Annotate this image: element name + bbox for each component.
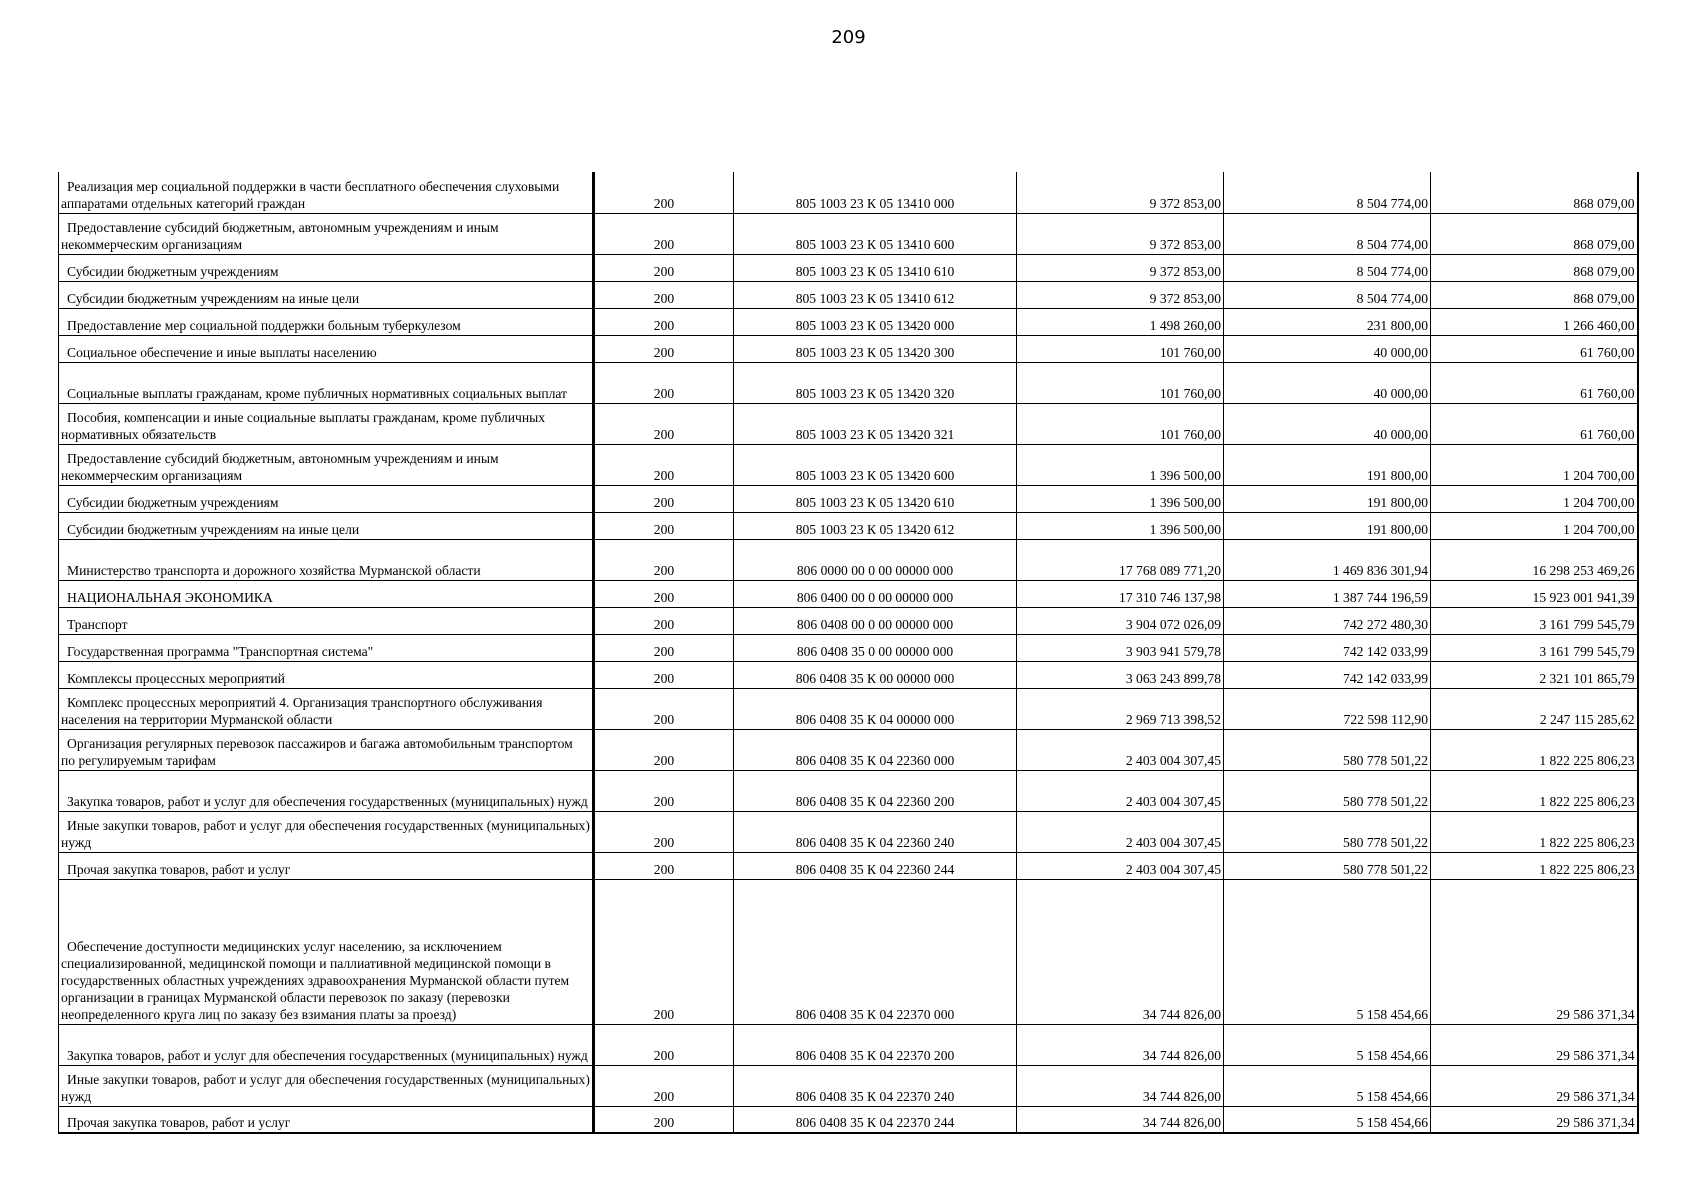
row-value3-cell: 868 079,00 xyxy=(1431,281,1638,308)
row-kbk-cell: 805 1003 23 К 05 13420 610 xyxy=(734,485,1017,512)
row-name-cell: Министерство транспорта и дорожного хозяйства Мурманской области xyxy=(59,539,594,580)
row-value1-cell: 9 372 853,00 xyxy=(1017,254,1224,281)
row-code-cell: 200 xyxy=(594,1106,734,1133)
row-kbk-cell: 806 0408 35 К 04 22360 000 xyxy=(734,729,1017,770)
row-value3-cell: 3 161 799 545,79 xyxy=(1431,634,1638,661)
row-value1-cell: 1 396 500,00 xyxy=(1017,444,1224,485)
row-value1-cell: 17 310 746 137,98 xyxy=(1017,580,1224,607)
row-value2-cell: 5 158 454,66 xyxy=(1224,1024,1431,1065)
table-row xyxy=(59,634,1638,661)
row-value3-cell: 1 266 460,00 xyxy=(1431,308,1638,335)
row-value2-cell: 191 800,00 xyxy=(1224,512,1431,539)
row-value2-cell: 5 158 454,66 xyxy=(1224,1065,1431,1106)
row-kbk-cell: 806 0408 35 К 04 22360 240 xyxy=(734,811,1017,852)
row-value1-cell: 2 969 713 398,52 xyxy=(1017,688,1224,729)
row-value2-cell: 40 000,00 xyxy=(1224,335,1431,362)
row-value2-cell: 722 598 112,90 xyxy=(1224,688,1431,729)
row-value1-cell: 2 403 004 307,45 xyxy=(1017,852,1224,879)
row-code-cell: 200 xyxy=(594,879,734,1024)
table-row xyxy=(59,335,1638,362)
row-name-cell: Субсидии бюджетным учреждениям xyxy=(59,485,594,512)
row-value2-cell: 8 504 774,00 xyxy=(1224,254,1431,281)
row-name-cell: Иные закупки товаров, работ и услуг для обеспечения государственных (муниципальных) нужд xyxy=(59,1065,594,1106)
row-value1-cell: 3 903 941 579,78 xyxy=(1017,634,1224,661)
row-value1-cell: 34 744 826,00 xyxy=(1017,1106,1224,1133)
row-value2-cell: 191 800,00 xyxy=(1224,444,1431,485)
row-kbk-cell: 806 0408 35 К 04 22370 240 xyxy=(734,1065,1017,1106)
row-value1-cell: 9 372 853,00 xyxy=(1017,281,1224,308)
row-value3-cell: 29 586 371,34 xyxy=(1431,1065,1638,1106)
row-value1-cell: 101 760,00 xyxy=(1017,403,1224,444)
row-name-cell: Субсидии бюджетным учреждениям на иные цели xyxy=(59,512,594,539)
row-code-cell: 200 xyxy=(594,254,734,281)
row-value2-cell: 8 504 774,00 xyxy=(1224,172,1431,213)
row-name-cell: Пособия, компенсации и иные социальные выплаты гражданам, кроме публичных нормативных обязательств xyxy=(59,403,594,444)
row-kbk-cell: 806 0408 35 К 04 22370 200 xyxy=(734,1024,1017,1065)
table-row xyxy=(59,661,1638,688)
row-value2-cell: 1 387 744 196,59 xyxy=(1224,580,1431,607)
row-value1-cell: 9 372 853,00 xyxy=(1017,213,1224,254)
row-value3-cell: 29 586 371,34 xyxy=(1431,1106,1638,1133)
table-row xyxy=(59,580,1638,607)
row-name-cell: НАЦИОНАЛЬНАЯ ЭКОНОМИКА xyxy=(59,580,594,607)
row-value1-cell: 34 744 826,00 xyxy=(1017,1024,1224,1065)
row-value2-cell: 5 158 454,66 xyxy=(1224,879,1431,1024)
row-value2-cell: 8 504 774,00 xyxy=(1224,281,1431,308)
row-value2-cell: 40 000,00 xyxy=(1224,362,1431,403)
row-value2-cell: 580 778 501,22 xyxy=(1224,811,1431,852)
row-value1-cell: 2 403 004 307,45 xyxy=(1017,811,1224,852)
table-row xyxy=(59,607,1638,634)
row-kbk-cell: 805 1003 23 К 05 13420 600 xyxy=(734,444,1017,485)
row-code-cell: 200 xyxy=(594,811,734,852)
table-row xyxy=(59,403,1638,444)
table-row xyxy=(59,539,1638,580)
row-name-cell: Предоставление субсидий бюджетным, автономным учреждениям и иным некоммерческим организациям xyxy=(59,213,594,254)
row-kbk-cell: 806 0408 35 К 00 00000 000 xyxy=(734,661,1017,688)
row-code-cell: 200 xyxy=(594,512,734,539)
row-kbk-cell: 806 0408 35 К 04 22360 200 xyxy=(734,770,1017,811)
table-row xyxy=(59,213,1638,254)
table-row xyxy=(59,770,1638,811)
table-row xyxy=(59,485,1638,512)
row-kbk-cell: 806 0400 00 0 00 00000 000 xyxy=(734,580,1017,607)
row-value3-cell: 1 204 700,00 xyxy=(1431,444,1638,485)
row-value3-cell: 2 247 115 285,62 xyxy=(1431,688,1638,729)
page-number: 209 xyxy=(831,27,866,48)
row-value3-cell: 61 760,00 xyxy=(1431,362,1638,403)
row-value3-cell: 868 079,00 xyxy=(1431,172,1638,213)
table-row xyxy=(59,362,1638,403)
row-kbk-cell: 805 1003 23 К 05 13410 610 xyxy=(734,254,1017,281)
table-row xyxy=(59,852,1638,879)
table-row xyxy=(59,172,1638,213)
row-code-cell: 200 xyxy=(594,1065,734,1106)
row-code-cell: 200 xyxy=(594,403,734,444)
row-code-cell: 200 xyxy=(594,444,734,485)
table-row xyxy=(59,729,1638,770)
row-name-cell: Прочая закупка товаров, работ и услуг xyxy=(59,852,594,879)
row-value2-cell: 580 778 501,22 xyxy=(1224,852,1431,879)
row-value1-cell: 3 904 072 026,09 xyxy=(1017,607,1224,634)
budget-table-body xyxy=(59,172,1638,1133)
row-name-cell: Обеспечение доступности медицинских услуг населению, за исключением специализированной, медицинской помощи и паллиативной медицинской помощи в государственных областных учреждениях здравоохранения Мурманской области путем организации в границах Мурманской области перевозок по заказу (перевозки неопределенного круга лиц по заказу без взимания платы за проезд) xyxy=(59,879,594,1024)
row-name-cell: Реализация мер социальной поддержки в части бесплатного обеспечения слуховыми аппаратами отдельных категорий граждан xyxy=(59,172,594,213)
row-code-cell: 200 xyxy=(594,634,734,661)
row-kbk-cell: 806 0408 35 0 00 00000 000 xyxy=(734,634,1017,661)
row-name-cell: Субсидии бюджетным учреждениям xyxy=(59,254,594,281)
row-code-cell: 200 xyxy=(594,485,734,512)
row-code-cell: 200 xyxy=(594,729,734,770)
row-value3-cell: 3 161 799 545,79 xyxy=(1431,607,1638,634)
budget-table xyxy=(58,172,1639,1134)
row-code-cell: 200 xyxy=(594,607,734,634)
row-value3-cell: 61 760,00 xyxy=(1431,403,1638,444)
table-row xyxy=(59,1024,1638,1065)
row-code-cell: 200 xyxy=(594,688,734,729)
row-value3-cell: 61 760,00 xyxy=(1431,335,1638,362)
row-value1-cell: 9 372 853,00 xyxy=(1017,172,1224,213)
table-row xyxy=(59,444,1638,485)
row-code-cell: 200 xyxy=(594,362,734,403)
row-value2-cell: 191 800,00 xyxy=(1224,485,1431,512)
row-kbk-cell: 806 0000 00 0 00 00000 000 xyxy=(734,539,1017,580)
row-value1-cell: 34 744 826,00 xyxy=(1017,879,1224,1024)
table-row xyxy=(59,308,1638,335)
row-code-cell: 200 xyxy=(594,852,734,879)
row-value3-cell: 1 822 225 806,23 xyxy=(1431,770,1638,811)
row-name-cell: Закупка товаров, работ и услуг для обеспечения государственных (муниципальных) нужд xyxy=(59,770,594,811)
row-value3-cell: 1 204 700,00 xyxy=(1431,485,1638,512)
row-value3-cell: 15 923 001 941,39 xyxy=(1431,580,1638,607)
row-kbk-cell: 806 0408 35 К 04 22370 244 xyxy=(734,1106,1017,1133)
row-value1-cell: 2 403 004 307,45 xyxy=(1017,729,1224,770)
row-name-cell: Комплекс процессных мероприятий 4. Организация транспортного обслуживания населения на территории Мурманской области xyxy=(59,688,594,729)
row-name-cell: Социальные выплаты гражданам, кроме публичных нормативных социальных выплат xyxy=(59,362,594,403)
row-name-cell: Закупка товаров, работ и услуг для обеспечения государственных (муниципальных) нужд xyxy=(59,1024,594,1065)
table-row xyxy=(59,512,1638,539)
row-kbk-cell: 805 1003 23 К 05 13410 000 xyxy=(734,172,1017,213)
row-value1-cell: 101 760,00 xyxy=(1017,362,1224,403)
row-value1-cell: 1 396 500,00 xyxy=(1017,512,1224,539)
row-name-cell: Транспорт xyxy=(59,607,594,634)
row-code-cell: 200 xyxy=(594,539,734,580)
row-name-cell: Организация регулярных перевозок пассажиров и багажа автомобильным транспортом по регулируемым тарифам xyxy=(59,729,594,770)
row-kbk-cell: 805 1003 23 К 05 13420 300 xyxy=(734,335,1017,362)
row-name-cell: Предоставление субсидий бюджетным, автономным учреждениям и иным некоммерческим организациям xyxy=(59,444,594,485)
row-name-cell: Субсидии бюджетным учреждениям на иные цели xyxy=(59,281,594,308)
table-row xyxy=(59,281,1638,308)
row-value1-cell: 3 063 243 899,78 xyxy=(1017,661,1224,688)
row-name-cell: Государственная программа "Транспортная система" xyxy=(59,634,594,661)
row-name-cell: Комплексы процессных мероприятий xyxy=(59,661,594,688)
row-code-cell: 200 xyxy=(594,213,734,254)
row-value2-cell: 5 158 454,66 xyxy=(1224,1106,1431,1133)
row-value1-cell: 34 744 826,00 xyxy=(1017,1065,1224,1106)
row-code-cell: 200 xyxy=(594,308,734,335)
row-name-cell: Социальное обеспечение и иные выплаты населению xyxy=(59,335,594,362)
row-value3-cell: 1 822 225 806,23 xyxy=(1431,729,1638,770)
row-name-cell: Прочая закупка товаров, работ и услуг xyxy=(59,1106,594,1133)
row-value3-cell: 2 321 101 865,79 xyxy=(1431,661,1638,688)
row-code-cell: 200 xyxy=(594,172,734,213)
row-kbk-cell: 805 1003 23 К 05 13420 321 xyxy=(734,403,1017,444)
row-value1-cell: 2 403 004 307,45 xyxy=(1017,770,1224,811)
row-value1-cell: 1 396 500,00 xyxy=(1017,485,1224,512)
row-code-cell: 200 xyxy=(594,770,734,811)
row-value3-cell: 29 586 371,34 xyxy=(1431,1024,1638,1065)
row-value3-cell: 1 822 225 806,23 xyxy=(1431,852,1638,879)
row-kbk-cell: 805 1003 23 К 05 13410 600 xyxy=(734,213,1017,254)
row-kbk-cell: 805 1003 23 К 05 13410 612 xyxy=(734,281,1017,308)
row-value3-cell: 1 822 225 806,23 xyxy=(1431,811,1638,852)
row-value3-cell: 868 079,00 xyxy=(1431,254,1638,281)
row-value2-cell: 742 142 033,99 xyxy=(1224,634,1431,661)
table-row xyxy=(59,1106,1638,1133)
table-row xyxy=(59,254,1638,281)
row-value2-cell: 580 778 501,22 xyxy=(1224,770,1431,811)
row-value2-cell: 742 272 480,30 xyxy=(1224,607,1431,634)
row-code-cell: 200 xyxy=(594,661,734,688)
row-code-cell: 200 xyxy=(594,1024,734,1065)
row-kbk-cell: 805 1003 23 К 05 13420 000 xyxy=(734,308,1017,335)
row-value2-cell: 580 778 501,22 xyxy=(1224,729,1431,770)
row-value3-cell: 1 204 700,00 xyxy=(1431,512,1638,539)
row-value3-cell: 29 586 371,34 xyxy=(1431,879,1638,1024)
table-row xyxy=(59,811,1638,852)
row-code-cell: 200 xyxy=(594,335,734,362)
row-kbk-cell: 805 1003 23 К 05 13420 612 xyxy=(734,512,1017,539)
row-value2-cell: 40 000,00 xyxy=(1224,403,1431,444)
row-value2-cell: 231 800,00 xyxy=(1224,308,1431,335)
row-value3-cell: 16 298 253 469,26 xyxy=(1431,539,1638,580)
row-name-cell: Предоставление мер социальной поддержки больным туберкулезом xyxy=(59,308,594,335)
row-value1-cell: 101 760,00 xyxy=(1017,335,1224,362)
row-value2-cell: 1 469 836 301,94 xyxy=(1224,539,1431,580)
table-row xyxy=(59,879,1638,1024)
table-row xyxy=(59,1065,1638,1106)
row-code-cell: 200 xyxy=(594,580,734,607)
row-value3-cell: 868 079,00 xyxy=(1431,213,1638,254)
row-name-cell: Иные закупки товаров, работ и услуг для обеспечения государственных (муниципальных) нужд xyxy=(59,811,594,852)
row-kbk-cell: 806 0408 35 К 04 22370 000 xyxy=(734,879,1017,1024)
row-code-cell: 200 xyxy=(594,281,734,308)
row-value2-cell: 742 142 033,99 xyxy=(1224,661,1431,688)
row-value1-cell: 17 768 089 771,20 xyxy=(1017,539,1224,580)
row-value2-cell: 8 504 774,00 xyxy=(1224,213,1431,254)
row-kbk-cell: 806 0408 35 К 04 22360 244 xyxy=(734,852,1017,879)
row-kbk-cell: 806 0408 00 0 00 00000 000 xyxy=(734,607,1017,634)
table-row xyxy=(59,688,1638,729)
row-value1-cell: 1 498 260,00 xyxy=(1017,308,1224,335)
row-kbk-cell: 806 0408 35 К 04 00000 000 xyxy=(734,688,1017,729)
row-kbk-cell: 805 1003 23 К 05 13420 320 xyxy=(734,362,1017,403)
